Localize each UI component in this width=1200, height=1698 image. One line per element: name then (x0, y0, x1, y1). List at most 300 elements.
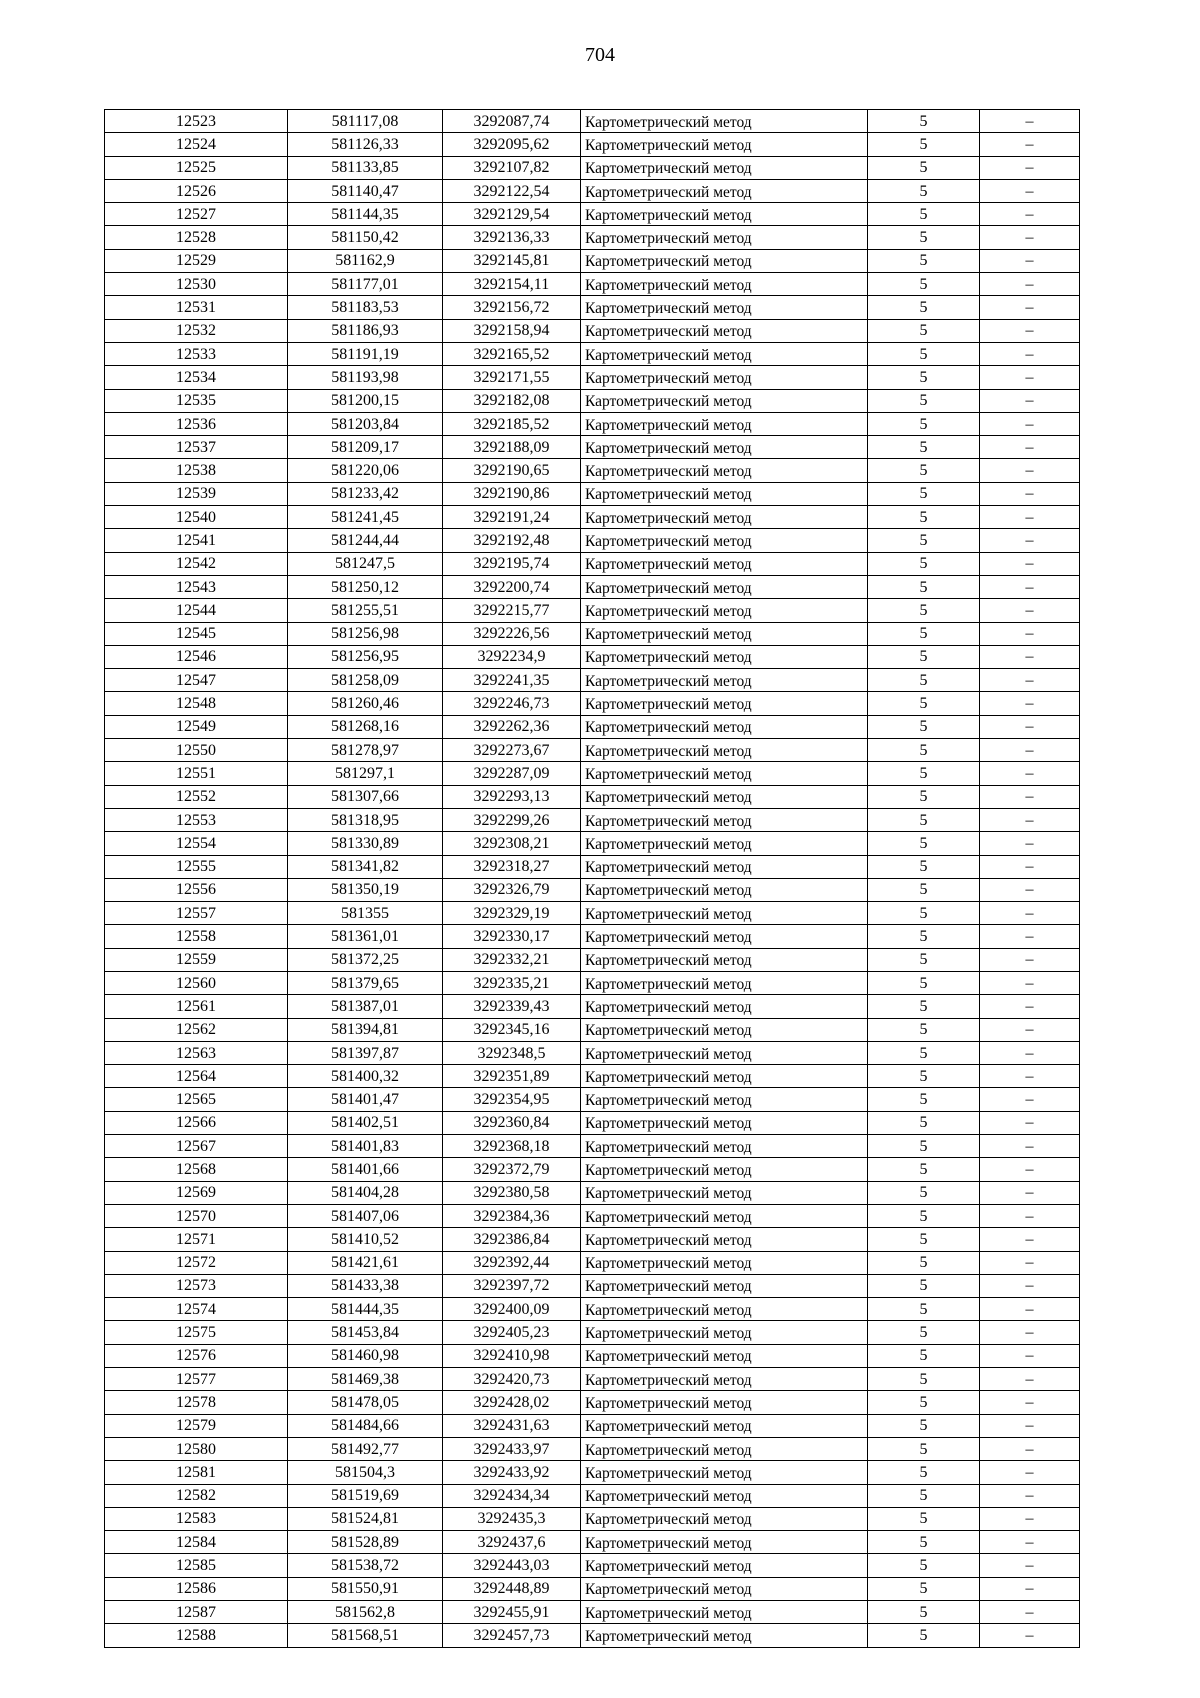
note-cell: – (980, 156, 1080, 179)
accuracy-cell: 5 (868, 1484, 980, 1507)
note-cell: – (980, 1088, 1080, 1111)
note-cell: – (980, 1554, 1080, 1577)
method-cell: Картометрический метод (581, 1368, 868, 1391)
point-number-cell: 12546 (105, 645, 288, 668)
y-coordinate-cell: 3292354,95 (443, 1088, 581, 1111)
point-number-cell: 12540 (105, 506, 288, 529)
method-cell: Картометрический метод (581, 1251, 868, 1274)
method-cell: Картометрический метод (581, 1554, 868, 1577)
method-cell: Картометрический метод (581, 575, 868, 598)
table-row (105, 552, 1080, 575)
x-coordinate-cell: 581528,89 (288, 1531, 443, 1554)
method-cell: Картометрический метод (581, 1274, 868, 1297)
x-coordinate-cell: 581162,9 (288, 249, 443, 272)
accuracy-cell: 5 (868, 1065, 980, 1088)
table-row (105, 319, 1080, 342)
method-cell: Картометрический метод (581, 1624, 868, 1647)
point-number-cell: 12525 (105, 156, 288, 179)
point-number-cell: 12523 (105, 110, 288, 133)
method-cell: Картометрический метод (581, 622, 868, 645)
y-coordinate-cell: 3292400,09 (443, 1298, 581, 1321)
x-coordinate-cell: 581307,66 (288, 785, 443, 808)
point-number-cell: 12535 (105, 389, 288, 412)
table-row (105, 529, 1080, 552)
note-cell: – (980, 1228, 1080, 1251)
y-coordinate-cell: 3292154,11 (443, 273, 581, 296)
x-coordinate-cell: 581401,66 (288, 1158, 443, 1181)
note-cell: – (980, 878, 1080, 901)
y-coordinate-cell: 3292443,03 (443, 1554, 581, 1577)
table-row (105, 762, 1080, 785)
table-row (105, 1344, 1080, 1367)
x-coordinate-cell: 581355 (288, 902, 443, 925)
note-cell: – (980, 1601, 1080, 1624)
table-row (105, 1181, 1080, 1204)
x-coordinate-cell: 581220,06 (288, 459, 443, 482)
point-number-cell: 12587 (105, 1601, 288, 1624)
accuracy-cell: 5 (868, 1228, 980, 1251)
accuracy-cell: 5 (868, 878, 980, 901)
point-number-cell: 12533 (105, 342, 288, 365)
y-coordinate-cell: 3292380,58 (443, 1181, 581, 1204)
point-number-cell: 12565 (105, 1088, 288, 1111)
point-number-cell: 12571 (105, 1228, 288, 1251)
point-number-cell: 12549 (105, 715, 288, 738)
accuracy-cell: 5 (868, 366, 980, 389)
point-number-cell: 12550 (105, 739, 288, 762)
point-number-cell: 12528 (105, 226, 288, 249)
note-cell: – (980, 669, 1080, 692)
accuracy-cell: 5 (868, 273, 980, 296)
point-number-cell: 12583 (105, 1507, 288, 1530)
table-row (105, 1111, 1080, 1134)
note-cell: – (980, 482, 1080, 505)
note-cell: – (980, 1437, 1080, 1460)
accuracy-cell: 5 (868, 669, 980, 692)
accuracy-cell: 5 (868, 948, 980, 971)
x-coordinate-cell: 581401,47 (288, 1088, 443, 1111)
method-cell: Картометрический метод (581, 739, 868, 762)
accuracy-cell: 5 (868, 1507, 980, 1530)
y-coordinate-cell: 3292273,67 (443, 739, 581, 762)
point-number-cell: 12573 (105, 1274, 288, 1297)
point-number-cell: 12539 (105, 482, 288, 505)
y-coordinate-cell: 3292107,82 (443, 156, 581, 179)
accuracy-cell: 5 (868, 1368, 980, 1391)
method-cell: Картометрический метод (581, 319, 868, 342)
method-cell: Картометрический метод (581, 436, 868, 459)
method-cell: Картометрический метод (581, 1601, 868, 1624)
note-cell: – (980, 971, 1080, 994)
note-cell: – (980, 1368, 1080, 1391)
table-row (105, 1507, 1080, 1530)
x-coordinate-cell: 581318,95 (288, 808, 443, 831)
point-number-cell: 12552 (105, 785, 288, 808)
accuracy-cell: 5 (868, 622, 980, 645)
x-coordinate-cell: 581117,08 (288, 110, 443, 133)
accuracy-cell: 5 (868, 1554, 980, 1577)
accuracy-cell: 5 (868, 832, 980, 855)
point-number-cell: 12568 (105, 1158, 288, 1181)
point-number-cell: 12563 (105, 1041, 288, 1064)
y-coordinate-cell: 3292431,63 (443, 1414, 581, 1437)
x-coordinate-cell: 581397,87 (288, 1041, 443, 1064)
method-cell: Картометрический метод (581, 273, 868, 296)
method-cell: Картометрический метод (581, 1228, 868, 1251)
note-cell: – (980, 948, 1080, 971)
accuracy-cell: 5 (868, 436, 980, 459)
table-row (105, 855, 1080, 878)
note-cell: – (980, 762, 1080, 785)
accuracy-cell: 5 (868, 1531, 980, 1554)
x-coordinate-cell: 581256,95 (288, 645, 443, 668)
point-number-cell: 12580 (105, 1437, 288, 1460)
page-number: 704 (585, 44, 615, 66)
x-coordinate-cell: 581410,52 (288, 1228, 443, 1251)
accuracy-cell: 5 (868, 1135, 980, 1158)
point-number-cell: 12575 (105, 1321, 288, 1344)
note-cell: – (980, 1274, 1080, 1297)
table-row (105, 948, 1080, 971)
x-coordinate-cell: 581150,42 (288, 226, 443, 249)
table-row (105, 599, 1080, 622)
note-cell: – (980, 110, 1080, 133)
method-cell: Картометрический метод (581, 1577, 868, 1600)
x-coordinate-cell: 581538,72 (288, 1554, 443, 1577)
y-coordinate-cell: 3292158,94 (443, 319, 581, 342)
point-number-cell: 12581 (105, 1461, 288, 1484)
accuracy-cell: 5 (868, 575, 980, 598)
y-coordinate-cell: 3292293,13 (443, 785, 581, 808)
y-coordinate-cell: 3292329,19 (443, 902, 581, 925)
x-coordinate-cell: 581421,61 (288, 1251, 443, 1274)
point-number-cell: 12556 (105, 878, 288, 901)
point-number-cell: 12561 (105, 995, 288, 1018)
accuracy-cell: 5 (868, 1391, 980, 1414)
accuracy-cell: 5 (868, 1111, 980, 1134)
accuracy-cell: 5 (868, 855, 980, 878)
method-cell: Картометрический метод (581, 1204, 868, 1227)
method-cell: Картометрический метод (581, 1158, 868, 1181)
point-number-cell: 12585 (105, 1554, 288, 1577)
point-number-cell: 12532 (105, 319, 288, 342)
x-coordinate-cell: 581186,93 (288, 319, 443, 342)
accuracy-cell: 5 (868, 459, 980, 482)
accuracy-cell: 5 (868, 1624, 980, 1647)
y-coordinate-cell: 3292410,98 (443, 1344, 581, 1367)
point-number-cell: 12557 (105, 902, 288, 925)
table-row (105, 971, 1080, 994)
note-cell: – (980, 412, 1080, 435)
point-number-cell: 12542 (105, 552, 288, 575)
y-coordinate-cell: 3292190,65 (443, 459, 581, 482)
note-cell: – (980, 436, 1080, 459)
method-cell: Картометрический метод (581, 506, 868, 529)
x-coordinate-cell: 581350,19 (288, 878, 443, 901)
x-coordinate-cell: 581244,44 (288, 529, 443, 552)
y-coordinate-cell: 3292372,79 (443, 1158, 581, 1181)
x-coordinate-cell: 581193,98 (288, 366, 443, 389)
y-coordinate-cell: 3292348,5 (443, 1041, 581, 1064)
x-coordinate-cell: 581140,47 (288, 179, 443, 202)
method-cell: Картометрический метод (581, 1041, 868, 1064)
y-coordinate-cell: 3292335,21 (443, 971, 581, 994)
note-cell: – (980, 1111, 1080, 1134)
method-cell: Картометрический метод (581, 808, 868, 831)
point-number-cell: 12555 (105, 855, 288, 878)
point-number-cell: 12529 (105, 249, 288, 272)
note-cell: – (980, 529, 1080, 552)
method-cell: Картометрический метод (581, 785, 868, 808)
accuracy-cell: 5 (868, 692, 980, 715)
table-row (105, 506, 1080, 529)
table-row (105, 1298, 1080, 1321)
point-number-cell: 12526 (105, 179, 288, 202)
accuracy-cell: 5 (868, 1601, 980, 1624)
point-number-cell: 12572 (105, 1251, 288, 1274)
table-row (105, 645, 1080, 668)
x-coordinate-cell: 581444,35 (288, 1298, 443, 1321)
y-coordinate-cell: 3292165,52 (443, 342, 581, 365)
note-cell: – (980, 1204, 1080, 1227)
note-cell: – (980, 1041, 1080, 1064)
note-cell: – (980, 1461, 1080, 1484)
table-row (105, 1158, 1080, 1181)
table-row (105, 715, 1080, 738)
x-coordinate-cell: 581372,25 (288, 948, 443, 971)
y-coordinate-cell: 3292397,72 (443, 1274, 581, 1297)
x-coordinate-cell: 581504,3 (288, 1461, 443, 1484)
accuracy-cell: 5 (868, 1041, 980, 1064)
method-cell: Картометрический метод (581, 1414, 868, 1437)
x-coordinate-cell: 581400,32 (288, 1065, 443, 1088)
point-number-cell: 12530 (105, 273, 288, 296)
method-cell: Картометрический метод (581, 552, 868, 575)
table-row (105, 1251, 1080, 1274)
x-coordinate-cell: 581268,16 (288, 715, 443, 738)
x-coordinate-cell: 581484,66 (288, 1414, 443, 1437)
method-cell: Картометрический метод (581, 762, 868, 785)
accuracy-cell: 5 (868, 715, 980, 738)
y-coordinate-cell: 3292156,72 (443, 296, 581, 319)
note-cell: – (980, 1321, 1080, 1344)
x-coordinate-cell: 581492,77 (288, 1437, 443, 1460)
method-cell: Картометрический метод (581, 878, 868, 901)
note-cell: – (980, 1251, 1080, 1274)
table-row (105, 1461, 1080, 1484)
table-row (105, 296, 1080, 319)
note-cell: – (980, 1624, 1080, 1647)
point-number-cell: 12582 (105, 1484, 288, 1507)
x-coordinate-cell: 581247,5 (288, 552, 443, 575)
method-cell: Картометрический метод (581, 389, 868, 412)
method-cell: Картометрический метод (581, 1135, 868, 1158)
point-number-cell: 12566 (105, 1111, 288, 1134)
x-coordinate-cell: 581478,05 (288, 1391, 443, 1414)
method-cell: Картометрический метод (581, 715, 868, 738)
method-cell: Картометрический метод (581, 1344, 868, 1367)
accuracy-cell: 5 (868, 762, 980, 785)
x-coordinate-cell: 581144,35 (288, 203, 443, 226)
point-number-cell: 12560 (105, 971, 288, 994)
table-row (105, 1228, 1080, 1251)
x-coordinate-cell: 581550,91 (288, 1577, 443, 1600)
method-cell: Картометрический метод (581, 249, 868, 272)
method-cell: Картометрический метод (581, 1531, 868, 1554)
point-number-cell: 12579 (105, 1414, 288, 1437)
table-row (105, 832, 1080, 855)
table-row (105, 1041, 1080, 1064)
note-cell: – (980, 645, 1080, 668)
table-row (105, 692, 1080, 715)
y-coordinate-cell: 3292392,44 (443, 1251, 581, 1274)
method-cell: Картометрический метод (581, 529, 868, 552)
accuracy-cell: 5 (868, 1461, 980, 1484)
x-coordinate-cell: 581433,38 (288, 1274, 443, 1297)
point-number-cell: 12553 (105, 808, 288, 831)
x-coordinate-cell: 581394,81 (288, 1018, 443, 1041)
point-number-cell: 12570 (105, 1204, 288, 1227)
x-coordinate-cell: 581401,83 (288, 1135, 443, 1158)
x-coordinate-cell: 581256,98 (288, 622, 443, 645)
table-row (105, 669, 1080, 692)
y-coordinate-cell: 3292171,55 (443, 366, 581, 389)
table-row (105, 389, 1080, 412)
note-cell: – (980, 296, 1080, 319)
method-cell: Картометрический метод (581, 669, 868, 692)
x-coordinate-cell: 581469,38 (288, 1368, 443, 1391)
y-coordinate-cell: 3292195,74 (443, 552, 581, 575)
x-coordinate-cell: 581524,81 (288, 1507, 443, 1530)
accuracy-cell: 5 (868, 552, 980, 575)
method-cell: Картометрический метод (581, 296, 868, 319)
y-coordinate-cell: 3292428,02 (443, 1391, 581, 1414)
y-coordinate-cell: 3292185,52 (443, 412, 581, 435)
method-cell: Картометрический метод (581, 832, 868, 855)
y-coordinate-cell: 3292455,91 (443, 1601, 581, 1624)
method-cell: Картометрический метод (581, 133, 868, 156)
table-row (105, 1577, 1080, 1600)
y-coordinate-cell: 3292339,43 (443, 995, 581, 1018)
point-number-cell: 12588 (105, 1624, 288, 1647)
x-coordinate-cell: 581233,42 (288, 482, 443, 505)
accuracy-cell: 5 (868, 808, 980, 831)
method-cell: Картометрический метод (581, 226, 868, 249)
x-coordinate-cell: 581255,51 (288, 599, 443, 622)
accuracy-cell: 5 (868, 1437, 980, 1460)
x-coordinate-cell: 581200,15 (288, 389, 443, 412)
table-row (105, 1065, 1080, 1088)
note-cell: – (980, 1577, 1080, 1600)
point-number-cell: 12545 (105, 622, 288, 645)
x-coordinate-cell: 581209,17 (288, 436, 443, 459)
note-cell: – (980, 366, 1080, 389)
note-cell: – (980, 855, 1080, 878)
note-cell: – (980, 179, 1080, 202)
table-row (105, 1531, 1080, 1554)
point-number-cell: 12527 (105, 203, 288, 226)
note-cell: – (980, 459, 1080, 482)
table-row (105, 1554, 1080, 1577)
method-cell: Картометрический метод (581, 1484, 868, 1507)
table-row (105, 249, 1080, 272)
method-cell: Картометрический метод (581, 1321, 868, 1344)
x-coordinate-cell: 581177,01 (288, 273, 443, 296)
note-cell: – (980, 319, 1080, 342)
method-cell: Картометрический метод (581, 1088, 868, 1111)
x-coordinate-cell: 581258,09 (288, 669, 443, 692)
accuracy-cell: 5 (868, 902, 980, 925)
point-number-cell: 12543 (105, 575, 288, 598)
note-cell: – (980, 249, 1080, 272)
method-cell: Картометрический метод (581, 645, 868, 668)
note-cell: – (980, 995, 1080, 1018)
note-cell: – (980, 808, 1080, 831)
y-coordinate-cell: 3292246,73 (443, 692, 581, 715)
accuracy-cell: 5 (868, 1088, 980, 1111)
point-number-cell: 12562 (105, 1018, 288, 1041)
x-coordinate-cell: 581297,1 (288, 762, 443, 785)
x-coordinate-cell: 581241,45 (288, 506, 443, 529)
note-cell: – (980, 273, 1080, 296)
table-row (105, 436, 1080, 459)
y-coordinate-cell: 3292420,73 (443, 1368, 581, 1391)
y-coordinate-cell: 3292190,86 (443, 482, 581, 505)
point-number-cell: 12559 (105, 948, 288, 971)
y-coordinate-cell: 3292433,97 (443, 1437, 581, 1460)
y-coordinate-cell: 3292434,34 (443, 1484, 581, 1507)
note-cell: – (980, 1135, 1080, 1158)
x-coordinate-cell: 581453,84 (288, 1321, 443, 1344)
accuracy-cell: 5 (868, 1414, 980, 1437)
point-number-cell: 12576 (105, 1344, 288, 1367)
method-cell: Картометрический метод (581, 1461, 868, 1484)
table-row (105, 203, 1080, 226)
note-cell: – (980, 902, 1080, 925)
note-cell: – (980, 1391, 1080, 1414)
point-number-cell: 12537 (105, 436, 288, 459)
method-cell: Картометрический метод (581, 1181, 868, 1204)
y-coordinate-cell: 3292360,84 (443, 1111, 581, 1134)
table-row (105, 133, 1080, 156)
x-coordinate-cell: 581519,69 (288, 1484, 443, 1507)
table-row (105, 342, 1080, 365)
y-coordinate-cell: 3292262,36 (443, 715, 581, 738)
y-coordinate-cell: 3292330,17 (443, 925, 581, 948)
table-row (105, 1274, 1080, 1297)
point-number-cell: 12584 (105, 1531, 288, 1554)
y-coordinate-cell: 3292192,48 (443, 529, 581, 552)
coordinates-table-body (105, 110, 1080, 1648)
table-row (105, 110, 1080, 133)
y-coordinate-cell: 3292345,16 (443, 1018, 581, 1041)
method-cell: Картометрический метод (581, 1298, 868, 1321)
accuracy-cell: 5 (868, 785, 980, 808)
method-cell: Картометрический метод (581, 1437, 868, 1460)
note-cell: – (980, 342, 1080, 365)
accuracy-cell: 5 (868, 203, 980, 226)
accuracy-cell: 5 (868, 506, 980, 529)
x-coordinate-cell: 581402,51 (288, 1111, 443, 1134)
accuracy-cell: 5 (868, 1298, 980, 1321)
table-row (105, 1484, 1080, 1507)
note-cell: – (980, 506, 1080, 529)
y-coordinate-cell: 3292433,92 (443, 1461, 581, 1484)
note-cell: – (980, 1414, 1080, 1437)
accuracy-cell: 5 (868, 1204, 980, 1227)
note-cell: – (980, 832, 1080, 855)
note-cell: – (980, 1298, 1080, 1321)
